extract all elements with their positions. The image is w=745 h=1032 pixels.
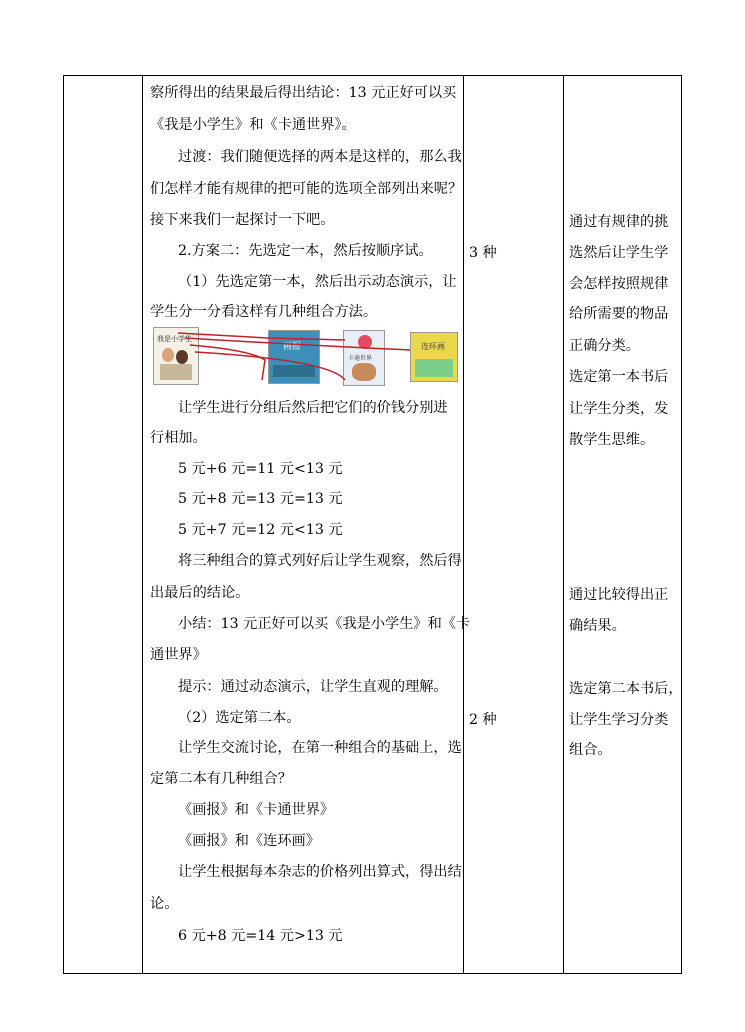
text-line: 接下来我们一起探讨一下吧。 [150, 212, 335, 228]
text-line: 定第二本有几种组合？ [150, 771, 292, 787]
equation: 5 元+8 元=13 元=13 元 [178, 491, 343, 507]
text-line: 2.方案二：先选定一本，然后按顺序试。 [178, 243, 433, 259]
text-line: 《画报》和《卡通世界》 [178, 802, 335, 818]
note-line: 让学生分类，发 [569, 401, 669, 417]
text-line: 《画报》和《连环画》 [178, 833, 320, 849]
count-label: 2 种 [469, 712, 497, 728]
book-title-3: 卡通世界 [348, 355, 373, 362]
equation: 6 元+8 元=14 元>13 元 [178, 928, 343, 944]
note-line: 会怎样按照规律 [569, 276, 669, 292]
text-line: 让学生根据每本杂志的价格列出算式，得出结 [178, 864, 462, 880]
note-line: 选然后让学生学 [569, 245, 669, 261]
note-line: 选定第一本书后 [569, 369, 669, 385]
text-line: 论。 [150, 896, 179, 912]
text-line: 们怎样才能有规律的把可能的选项全部列出来呢？ [150, 181, 463, 197]
text-line: 小结：13 元正好可以买《我是小学生》和《卡 [178, 616, 471, 632]
text-line: 察所得出的结果最后得出结论：13 元正好可以买 [150, 85, 457, 101]
text-line: （2）选定第二本。 [178, 710, 301, 726]
text-line: （1）先选定第一本，然后出示动态演示，让 [178, 274, 457, 290]
text-line: 通世界》 [150, 647, 207, 663]
text-line: 出最后的结论。 [150, 585, 250, 601]
book-title-4: 连环画 [421, 342, 445, 351]
text-line: 让学生交流讨论，在第一种组合的基础上，选 [178, 740, 462, 756]
text-line: 行相加。 [150, 430, 207, 446]
text-line: 让学生进行分组后然后把它们的价钱分别进 [178, 400, 448, 416]
text-line: 将三种组合的算式列好后让学生观察，然后得 [178, 553, 462, 569]
text-line: 提示：通过动态演示，让学生直观的理解。 [178, 679, 448, 695]
note-line: 正确分类。 [569, 338, 640, 354]
note-line: 选定第二本书后， [569, 681, 683, 697]
text-line: 过渡：我们随便选择的两本是这样的，那么我 [178, 149, 462, 165]
note-line: 通过比较得出正 [569, 587, 669, 603]
connector-line [190, 345, 265, 380]
note-line: 通过有规律的挑 [569, 214, 669, 230]
note-line: 给所需要的物品 [569, 306, 669, 322]
book-title-2: 画报 [283, 342, 302, 352]
note-line: 散学生思维。 [569, 432, 655, 448]
note-line: 组合。 [569, 742, 612, 758]
connector-line [195, 352, 345, 380]
text-line: 《我是小学生》和《卡通世界》。 [150, 117, 356, 133]
book-title-1: 我是小学生 [157, 335, 192, 343]
count-label: 3 种 [469, 245, 497, 261]
equation: 5 元+6 元=11 元<13 元 [178, 461, 343, 477]
text-line: 学生分一分看这样有几种组合方法。 [150, 304, 378, 320]
note-line: 确结果。 [569, 618, 626, 634]
note-line: 让学生学习分类 [569, 712, 669, 728]
equation: 5 元+7 元=12 元<13 元 [178, 522, 343, 538]
